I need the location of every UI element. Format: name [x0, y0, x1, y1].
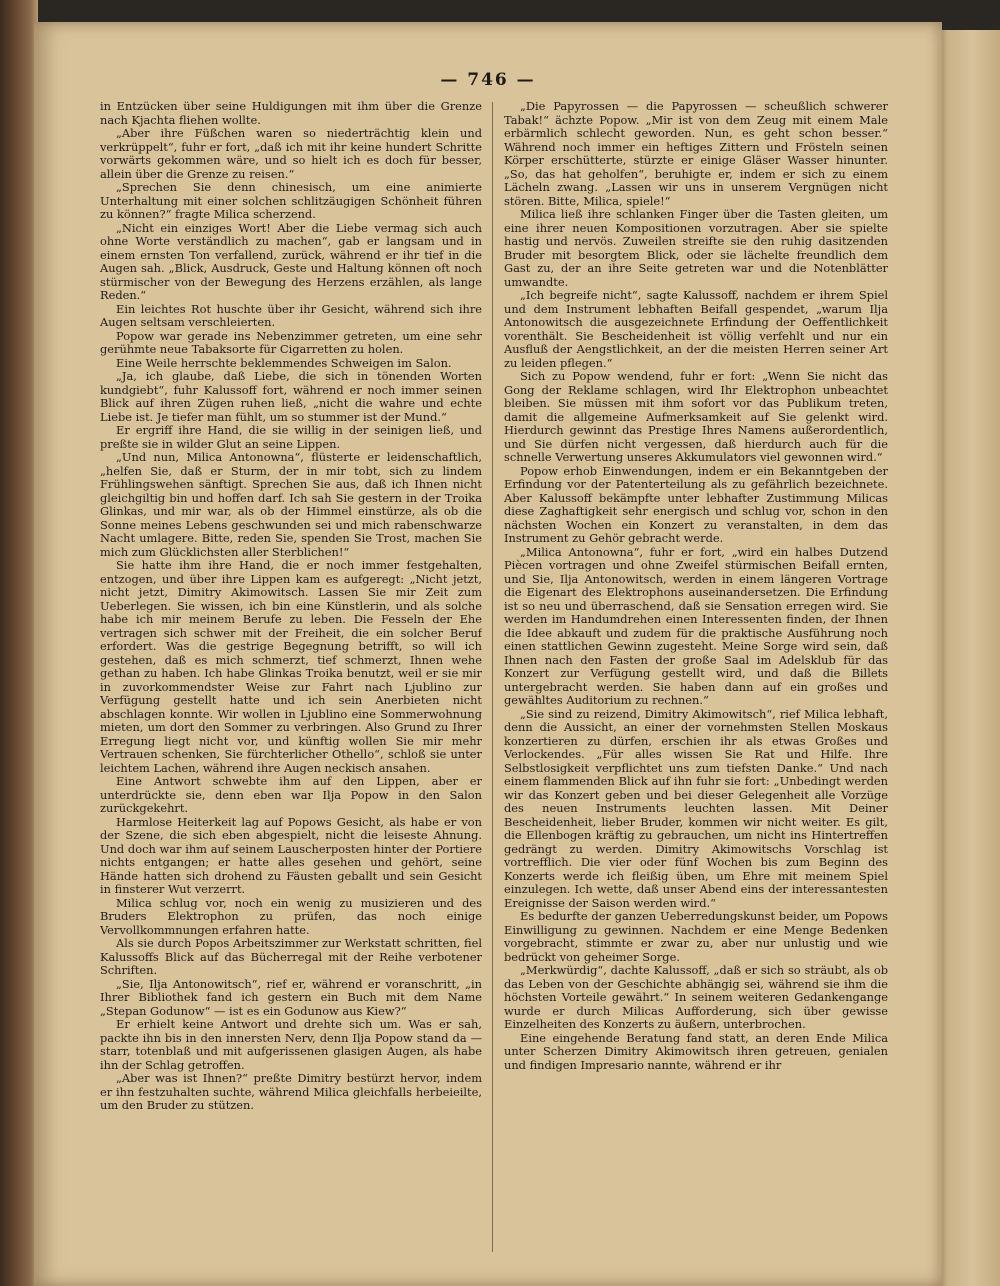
paragraph: Eine Antwort schwebte ihm auf den Lippen, aber er unterdrückte sie, denn eben war Ilja Popow in den Salon zurückgekehrt.: [100, 774, 482, 815]
right-text-column: [504, 100, 888, 1260]
paragraph: Popow erhob Einwendungen, indem er ein Bekanntgeben der Erfindung vor der Patenterteilung als zu gefährlich bezeichnete. Aber Kalussoff bekämpfte unter lebhafter Zustimmung Milicas diese Zaghaftigkeit sehr energisch und schlug vor, schon in den nächsten Wochen ein Konzert zu veranstalten, in dem das Instrument zu Gehör gebracht werde.: [504, 463, 888, 545]
paragraph: „Aber ihre Füßchen waren so niederträchtig klein und verkrüppelt“, fuhr er fort, „daß ich mit ihr keine hundert Schritte vorwärts gekommen wäre, und so hielt ich es doch für besser, allein über die Grenze zu reisen.“: [100, 126, 482, 181]
paragraph: Popow war gerade ins Nebenzimmer getreten, um eine sehr gerühmte neue Tabaksorte für Cigarretten zu holen.: [100, 328, 482, 356]
paragraph: „Nicht ein einziges Wort! Aber die Liebe vermag sich auch ohne Worte verständlich zu machen“, gab er langsam und in einem ernsten Ton verfallend, zurück, während er ihr tief in die Augen sah. „Blick, Ausdruck, Geste und Haltung können oft noch stürmischer von der Bewegung des Herzens erzählen, als lange Reden.“: [100, 220, 482, 302]
left-text-column: [100, 100, 482, 1260]
paragraph: Ein leichtes Rot huschte über ihr Gesicht, während sich ihre Augen seltsam verschleierten.: [100, 301, 482, 329]
paragraph: Es bedurfte der ganzen Ueberredungskunst beider, um Popows Einwilligung zu gewinnen. Nachdem er eine Menge Bedenken vorgebracht, stimmte er zwar zu, aber nur unlustig und wie bedrückt von geheimer Sorge.: [504, 909, 888, 964]
paragraph: Harmlose Heiterkeit lag auf Popows Gesicht, als habe er von der Szene, die sich eben abgespielt, nicht die leiseste Ahnung. Und doch war ihm auf seinem Lauscherposten hinter der Portiere nichts entgangen; er hatte alles gesehen und gehört, seine Hände hatten sich drohend zu Fäusten geballt und sein Gesicht in finsterer Wut verzerrt.: [100, 814, 482, 896]
paragraph: Sie hatte ihm ihre Hand, die er noch immer festgehalten, entzogen, und über ihre Lippen kam es aufgeregt: „Nicht jetzt, nicht jetzt, Dimitry Akimowitsch. Lassen Sie mir Zeit zum Ueberlegen. Sie wissen, ich bin eine Künstlerin, und als solche habe ich mir meinem Berufe zu leben. Die Fesseln der Ehe vertragen sich schwer mit der Freiheit, die ein solcher Beruf erfordert. Was die gestrige Begegnung betrifft, so will ich gestehen, daß es mich schmerzt, tief schmerzt, Ihnen wehe gethan zu haben. Ich habe Glinkas Troika benutzt, weil er sie mir in zuvorkommendster Weise zur Fahrt nach Ljublino zur Verfügung gestellt hatte und ich sein Anerbieten nicht abschlagen konnte. Wir wollen in Ljublino eine Sommerwohnung mieten, um dort den Sommer zu verbringen. Also Grund zu Ihrer Erregung liegt nicht vor, und künftig wollen Sie mir mehr Vertrauen schenken, Sie fürchterlicher Othello“, schloß sie unter leichtem Lachen, während ihre Augen neckisch ansahen.: [100, 558, 482, 775]
paragraph: „Sprechen Sie denn chinesisch, um eine animierte Unterhaltung mit einer solchen schlitzäugigen Schönheit führen zu können?“ fragte Milica scherzend.: [100, 180, 482, 221]
paragraph: „Sie, Ilja Antonowitsch“, rief er, während er voranschritt, „in Ihrer Bibliothek fand ich gestern ein Buch mit dem Name „Stepan Godunow“ — ist es ein Godunow aus Kiew?“: [100, 976, 482, 1018]
column-divider: [492, 102, 493, 1252]
paragraph: Sich zu Popow wendend, fuhr er fort: „Wenn Sie nicht das Gong der Reklame schlagen, wird Ihr Elektrophon unbeachtet bleiben. Sie müssen mit ihm sofort vor das Publikum treten, damit die allgemeine Aufmerksamkeit auf Sie gelenkt wird. Hierdurch gewinnt das Prestige Ihres Namens außerordentlich, und Sie dürfen nicht vergessen, daß hierdurch auch für die schnelle Verwertung unseres Akkumulators viel gewonnen wird.“: [504, 369, 888, 464]
paragraph: Er erhielt keine Antwort und drehte sich um. Was er sah, packte ihn bis in den innersten Nerv, denn Ilja Popow stand da — starr, totenblaß und mit aufgerissenen glasigen Augen, als habe ihn der Schlag getroffen.: [100, 1017, 482, 1072]
page-number: — 746 —: [440, 70, 536, 90]
paragraph: „Und nun, Milica Antonowna“, flüsterte er leidenschaftlich, „helfen Sie, daß er Sturm, der in mir tobt, sich zu lindem Frühlingswehen sänftigt. Sprechen Sie aus, daß ich Ihnen nicht gleichgiltig bin und hoffen darf. Ich sah Sie gestern in der Troika Glinkas, und mir war, als ob der Himmel einstürze, als ob die Sonne meines Lebens geschwunden sei und mich rabenschwarze Nacht umlagere. Bitte, reden Sie, spenden Sie Trost, machen Sie mich zum Glücklichsten aller Sterblichen!“: [100, 450, 482, 559]
paragraph: Er ergriff ihre Hand, die sie willig in der seinigen ließ, und preßte sie in wilder Glut an seine Lippen.: [100, 423, 482, 451]
paragraph: „Die Papyrossen — die Papyrossen — scheußlich schwerer Tabak!“ ächzte Popow. „Mir ist von dem Zeug mit einem Male erbärmlich schlecht geworden. Nun, es geht schon besser.“ Während noch immer ein heftiges Zittern und Frösteln seinen Körper erschütterte, stürzte er einige Gläser Wasser hinunter. „So, das hat geholfen“, beruhigte er, indem er sich zu einem Lächeln zwang. „Lassen wir uns in unserem Vergnügen nicht stören. Bitte, Milica, spiele!“: [504, 100, 888, 208]
paragraph: Milica schlug vor, noch ein wenig zu musizieren und des Bruders Elektrophon zu prüfen, das noch einige Vervollkommnungen erfahren hatte.: [100, 895, 482, 937]
paragraph: „Merkwürdig“, dachte Kalussoff, „daß er sich so sträubt, als ob das Leben von der Geschichte abhängig sei, während sie ihm die höchsten Vorteile gewährt.“ In seinem weiteren Gedankengange wurde er durch Milicas Aufforderung, sich über gewisse Einzelheiten des Konzerts zu äußern, unterbrochen.: [504, 963, 888, 1031]
book-page: [34, 22, 942, 1286]
book-spine: [0, 0, 38, 1286]
paragraph: „Ja, ich glaube, daß Liebe, die sich in tönenden Worten kundgiebt“, fuhr Kalussoff fort, während er noch immer seinen Blick auf ihren Zügen ruhen ließ, „nicht die wahre und echte Liebe ist. Je tiefer man fühlt, um so stummer ist der Mund.“: [100, 369, 482, 424]
paragraph: in Entzücken über seine Huldigungen mit ihm über die Grenze nach Kjachta fliehen wollte.: [100, 100, 482, 127]
paragraph: Eine eingehende Beratung fand statt, an deren Ende Milica unter Scherzen Dimitry Akimowitsch ihren getreuen, genialen und findigen Impresario nannte, während er ihr: [504, 1030, 888, 1072]
paragraph: Als sie durch Popos Arbeitszimmer zur Werkstatt schritten, fiel Kalussoffs Blick auf das Bücherregal mit der Reihe verbotener Schriften.: [100, 936, 482, 977]
paragraph: „Milica Antonowna“, fuhr er fort, „wird ein halbes Dutzend Piècen vortragen und ohne Zweifel stürmischen Beifall ernten, und Sie, Ilja Antonowitsch, werden in einem längeren Vortrage die Eigenart des Elektrophons auseinandersetzen. Die Erfindung ist so neu und überraschend, daß sie Sensation erregen wird. Sie werden im Handumdrehen einen Interessenten finden, der Ihnen die Idee abkauft und zudem für die praktische Ausführung noch einen stattlichen Gewinn zugesteht. Meine Sorge wird sein, daß Ihnen nach den Fasten der große Saal im Adelsklub für das Konzert zur Verfügung gestellt wird, und daß die Billets untergebracht werden. Sie haben dann auf ein großes und gewähltes Auditorium zu rechnen.“: [504, 544, 888, 707]
paragraph: Milica ließ ihre schlanken Finger über die Tasten gleiten, um eine ihrer neuen Kompositionen vorzutragen. Aber sie spielte hastig und nervös. Zuweilen streifte sie den ruhig dasitzenden Bruder mit besorgtem Blick, oder sie lächelte freundlich dem Gast zu, der an ihre Seite getreten war und die Notenblätter umwandte.: [504, 207, 888, 289]
paragraph: „Sie sind zu reizend, Dimitry Akimowitsch“, rief Milica lebhaft, denn die Aussicht, an einer der vornehmsten Stellen Moskaus konzertieren zu dürfen, erschien ihr als etwas Großes und Verlockendes. „Für alles wissen Sie Rat und Hilfe. Ihre Selbstlosigkeit verpflichtet uns zum tiefsten Danke.“ Und nach einem flammenden Blick auf ihn fuhr sie fort: „Unbedingt werden wir das Konzert geben und bei dieser Gelegenheit alle Vorzüge des neuen Instruments leuchten lassen. Mit Deiner Bescheidenheit, lieber Bruder, kommen wir nicht weiter. Es gilt, die Ellenbogen kräftig zu gebrauchen, um nicht ins Hintertreffen gedrängt zu werden. Dimitry Akimowitschs Vorschlag ist vortrefflich. Die vier oder fünf Wochen bis zum Beginn des Konzerts werde ich fleißig üben, um Ehre mit meinem Spiel einzulegen. Ich wette, daß unser Abend eins der interessantesten Ereignisse der Saison werden wird.“: [504, 706, 888, 910]
paragraph: Eine Weile herrschte beklemmendes Schweigen im Salon.: [116, 355, 452, 370]
paragraph: „Aber was ist Ihnen?“ preßte Dimitry bestürzt hervor, indem er ihn festzuhalten suchte, während Milica gleichfalls herbeieilte, um den Bruder zu stützen.: [100, 1071, 482, 1112]
paragraph: „Ich begreife nicht“, sagte Kalussoff, nachdem er ihrem Spiel und dem Instrument lebhaften Beifall gespendet, „warum Ilja Antonowitsch die ausgezeichnete Erfindung der Oeffentlichkeit vorenthält. Sie Bescheidenheit ist völlig verfehlt und nur ein Ausfluß der Aengstlichkeit, an der die meisten Herren seiner Art zu leiden pflegen.“: [504, 288, 888, 370]
